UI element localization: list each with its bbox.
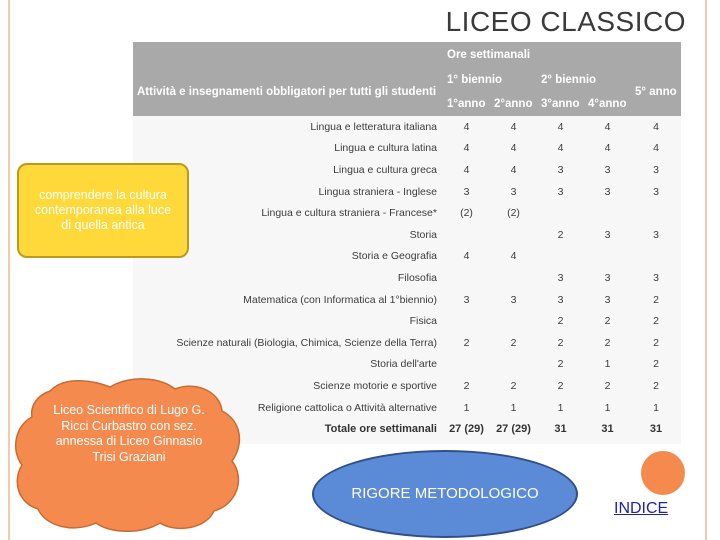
- subject-cell: Lingua e cultura latina: [334, 142, 437, 155]
- value-cell: 1: [463, 401, 470, 414]
- value-cell: 2: [463, 336, 470, 349]
- value-cell: 3: [653, 271, 659, 284]
- value-cell: 4: [510, 142, 517, 155]
- value-cell: [537, 202, 584, 224]
- value-cell: 4: [463, 142, 470, 155]
- value-cell: 4: [653, 142, 659, 155]
- value-cell: 2: [653, 379, 659, 392]
- value-cell: 3: [604, 293, 611, 306]
- value-cell: [443, 310, 490, 332]
- value-cell: 1: [604, 401, 611, 414]
- rigore-label: RIGORE METODOLOGICO: [351, 485, 539, 502]
- value-cell: 2: [653, 315, 659, 328]
- total-cell: 27 (29): [449, 423, 484, 436]
- table-row: [133, 310, 681, 332]
- value-cell: [537, 246, 584, 268]
- value-cell: 3: [604, 185, 611, 198]
- value-cell: 2: [653, 293, 659, 306]
- value-cell: 2: [510, 336, 517, 349]
- value-cell: 3: [604, 228, 611, 241]
- subject-cell: Lingua e cultura greca: [333, 163, 437, 176]
- subject-cell: Religione cattolica o Attività alternative: [257, 401, 437, 414]
- subject-cell: Lingua e cultura straniera - Francese*: [261, 207, 437, 220]
- header-year-2: 2°anno: [490, 92, 537, 116]
- subject-cell: Lingua straniera - Inglese: [318, 185, 437, 198]
- table-row: [133, 138, 681, 160]
- table-row: [133, 116, 681, 138]
- table-row: [133, 246, 681, 268]
- decorative-circle: [641, 451, 685, 495]
- subject-cell: Storia e Geografia: [351, 250, 437, 263]
- value-cell: 2: [604, 379, 611, 392]
- value-cell: 3: [557, 185, 564, 198]
- value-cell: [584, 246, 631, 268]
- subject-cell: Scienze motorie e sportive: [313, 379, 437, 392]
- value-cell: 2: [653, 336, 659, 349]
- value-cell: 3: [604, 163, 611, 176]
- table-row: [133, 159, 681, 181]
- value-cell: 4: [653, 120, 659, 133]
- value-cell: 1: [653, 401, 659, 414]
- value-cell: 2: [463, 379, 470, 392]
- value-cell: (2): [507, 207, 520, 220]
- value-cell: [584, 202, 631, 224]
- header-year-3: 3°anno: [537, 92, 584, 116]
- header-empty: [133, 42, 443, 68]
- value-cell: 4: [557, 120, 564, 133]
- value-cell: 3: [510, 293, 517, 306]
- callout-orange-text: Liceo Scientifico di Lugo G. Ricci Curbastro con sez. annessa di Liceo Ginnasio Trisi Graziani: [53, 403, 205, 464]
- total-cell: 31: [601, 423, 614, 436]
- header-hours: Ore settimanali: [443, 42, 681, 68]
- value-cell: [490, 354, 537, 376]
- table-row: [133, 332, 681, 354]
- table-row: [133, 202, 681, 224]
- value-cell: 2: [653, 358, 659, 371]
- decorative-stripe-right: [705, 0, 707, 540]
- value-cell: 4: [463, 163, 470, 176]
- value-cell: 3: [653, 185, 659, 198]
- value-cell: 2: [510, 379, 517, 392]
- value-cell: [443, 267, 490, 289]
- subject-cell: Matematica (con Informatica al 1°biennio): [243, 293, 437, 306]
- value-cell: 4: [557, 142, 564, 155]
- value-cell: 4: [510, 250, 517, 263]
- value-cell: [631, 246, 681, 268]
- value-cell: 4: [463, 120, 470, 133]
- value-cell: 3: [653, 163, 659, 176]
- value-cell: [631, 202, 681, 224]
- rigore-metodologico-button[interactable]: [312, 450, 578, 538]
- value-cell: 1: [604, 358, 611, 371]
- value-cell: [490, 224, 537, 246]
- indice-link[interactable]: INDICE: [614, 500, 669, 517]
- header-biennio-1: 1° biennio: [443, 68, 537, 92]
- value-cell: 4: [604, 120, 611, 133]
- value-cell: 4: [604, 142, 611, 155]
- value-cell: 4: [510, 163, 517, 176]
- total-cell: 31: [554, 423, 567, 436]
- value-cell: 2: [604, 336, 611, 349]
- callout-orange-blob: [10, 373, 246, 533]
- value-cell: 3: [510, 185, 517, 198]
- value-cell: [443, 224, 490, 246]
- subject-cell: Scienze naturali (Biologia, Chimica, Scienze della Terra): [176, 336, 437, 349]
- value-cell: 2: [557, 315, 564, 328]
- value-cell: 1: [510, 401, 517, 414]
- header-year-1: 1°anno: [443, 92, 490, 116]
- value-cell: 4: [510, 120, 517, 133]
- slide-title: LICEO CLASSICO: [445, 6, 686, 37]
- table-row: [133, 289, 681, 311]
- value-cell: 3: [463, 293, 470, 306]
- total-cell: 27 (29): [496, 423, 531, 436]
- value-cell: 2: [557, 228, 564, 241]
- value-cell: 3: [557, 163, 564, 176]
- value-cell: 3: [604, 271, 611, 284]
- header-subject: Attività e insegnamenti obbligatori per tutti gli studenti: [133, 68, 443, 116]
- header-year-5: 5° anno: [631, 68, 681, 116]
- subject-cell: Lingua e letteratura italiana: [310, 120, 437, 133]
- value-cell: 2: [557, 336, 564, 349]
- value-cell: (2): [460, 207, 473, 220]
- value-cell: 2: [557, 358, 564, 371]
- value-cell: 3: [557, 293, 564, 306]
- table-row: [133, 267, 681, 289]
- subject-cell: Fisica: [409, 315, 437, 328]
- table-row: [133, 181, 681, 203]
- subject-cell: Storia dell'arte: [370, 358, 437, 371]
- value-cell: 4: [463, 250, 470, 263]
- value-cell: [490, 310, 537, 332]
- subject-cell: Storia: [409, 228, 437, 241]
- value-cell: 2: [604, 315, 611, 328]
- total-cell: 31: [649, 423, 663, 436]
- table-row: [133, 224, 681, 246]
- callout-yellow: [17, 163, 189, 258]
- value-cell: [443, 354, 490, 376]
- value-cell: [490, 267, 537, 289]
- total-label: Totale ore settimanali: [324, 423, 437, 436]
- callout-yellow-text: comprendere la cultura contemporanea alla luce di quella antica: [34, 188, 172, 232]
- value-cell: 3: [653, 228, 659, 241]
- value-cell: 2: [557, 379, 564, 392]
- header-biennio-2: 2° biennio: [537, 68, 631, 92]
- value-cell: 3: [463, 185, 470, 198]
- subject-cell: Filosofia: [397, 271, 437, 284]
- value-cell: 1: [557, 401, 564, 414]
- value-cell: 3: [557, 271, 564, 284]
- header-year-4: 4°anno: [584, 92, 631, 116]
- table-row: [133, 354, 681, 376]
